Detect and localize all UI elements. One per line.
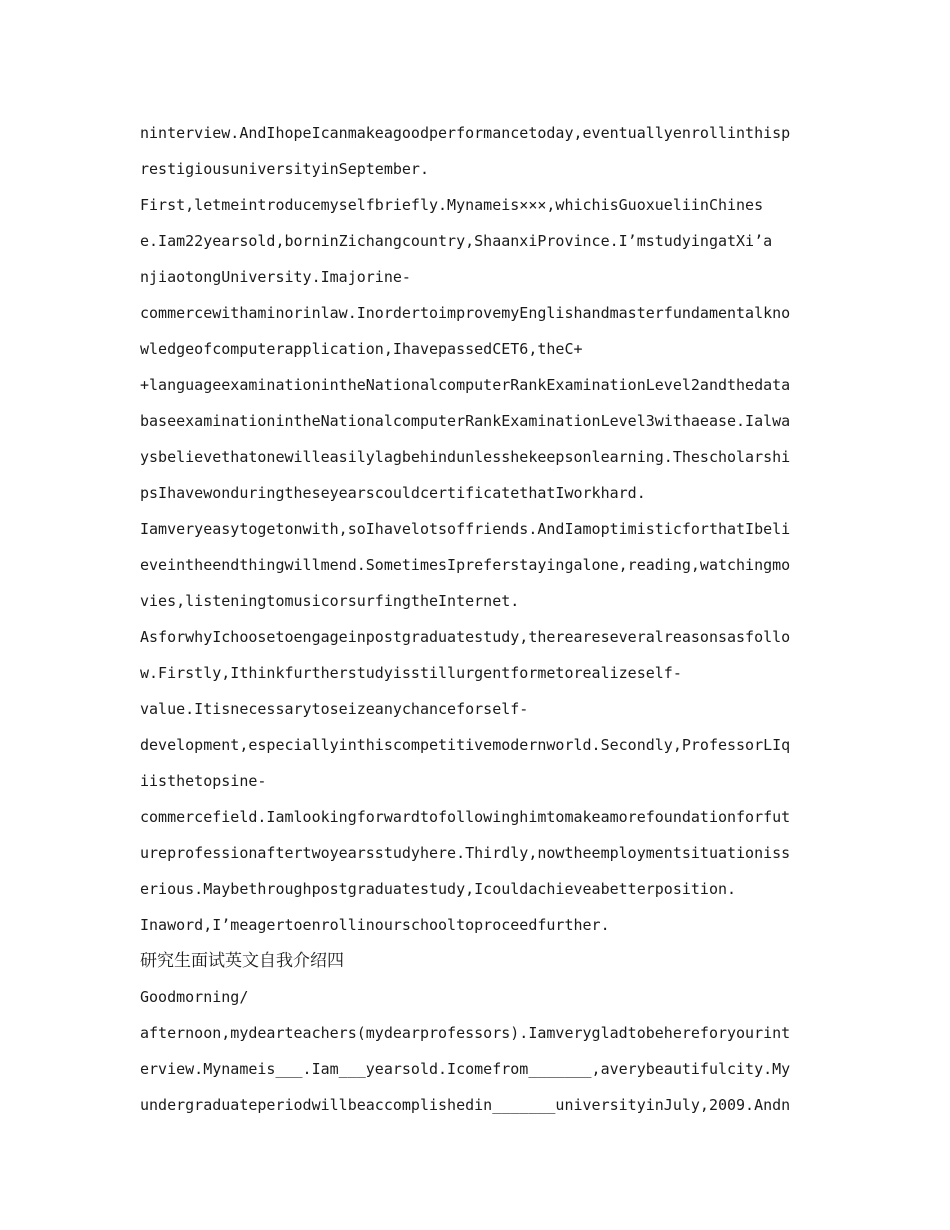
text-line: Goodmorning/ xyxy=(140,988,249,1006)
text-line: baseexaminationintheNationalcomputerRankExaminationLevel3withaease.Ialwa xyxy=(140,412,791,430)
text-line: restigiousuniversityinSeptember. xyxy=(140,160,429,178)
text-line: ysbelievethatonewilleasilylagbehindunlesshekeepsonlearning.Thescholarshi xyxy=(140,448,791,466)
section-heading: 研究生面试英文自我介绍四 xyxy=(140,951,344,971)
text-line: vies,listeningtomusicorsurfingtheInternet. xyxy=(140,592,520,610)
text-line: wledgeofcomputerapplication,IhavepassedCET6,theC+ xyxy=(140,340,583,358)
text-line: erious.Maybethroughpostgraduatestudy,Icouldachieveabetterposition. xyxy=(140,880,737,898)
text-line: undergraduateperiodwillbeaccomplishedin_______universityinJuly,2009.Andn xyxy=(140,1096,791,1114)
text-line: development,especiallyinthiscompetitivemodernworld.Secondly,ProfessorLIq xyxy=(140,736,791,754)
text-line: +languageexaminationintheNationalcomputerRankExaminationLevel2andthedata xyxy=(140,376,791,394)
text-line: afternoon,mydearteachers(mydearprofessors).Iamverygladtobehereforyourint xyxy=(140,1024,791,1042)
text-line: commercefield.Iamlookingforwardtofollowinghimtomakeamorefoundationforfut xyxy=(140,808,791,826)
text-line: First,letmeintroducemyselfbriefly.Mynameis×××,whichisGuoxueliinChines xyxy=(140,196,764,214)
text-line: w.Firstly,Ithinkfurtherstudyisstillurgentformetorealizeself- xyxy=(140,664,682,682)
text-line: e.Iam22yearsold,borninZichangcountry,ShaanxiProvince.I’mstudyingatXi’a xyxy=(140,232,773,250)
text-line: erview.Mynameis___.Iam___yearsold.Icomefrom_______,averybeautifulcity.My xyxy=(140,1060,791,1078)
text-line: AsforwhyIchoosetoengageinpostgraduatestudy,thereareseveralreasonsasfollo xyxy=(140,628,791,646)
text-line: njiaotongUniversity.Imajorine- xyxy=(140,268,411,286)
text-line: commercewithaminorinlaw.InordertoimprovemyEnglishandmasterfundamentalkno xyxy=(140,304,791,322)
text-line: value.Itisnecessarytoseizeanychanceforself- xyxy=(140,700,529,718)
text-line: ureprofessionaftertwoyearsstudyhere.Thirdly,nowtheemploymentsituationiss xyxy=(140,844,791,862)
text-line: iisthetopsine- xyxy=(140,772,267,790)
text-line: eveintheendthingwillmend.SometimesIpreferstayingalone,reading,watchingmo xyxy=(140,556,791,574)
text-line: ninterview.AndIhopeIcanmakeagoodperformancetoday,eventuallyenrollinthisp xyxy=(140,124,791,142)
document-body xyxy=(140,115,815,1123)
text-line: psIhavewonduringtheseyearscouldcertificatethatIworkhard. xyxy=(140,484,646,502)
text-line: Inaword,I’meagertoenrollinourschooltoproceedfurther. xyxy=(140,916,610,934)
text-line: Iamveryeasytogetonwith,soIhavelotsoffriends.AndIamoptimisticforthatIbeli xyxy=(140,520,791,538)
